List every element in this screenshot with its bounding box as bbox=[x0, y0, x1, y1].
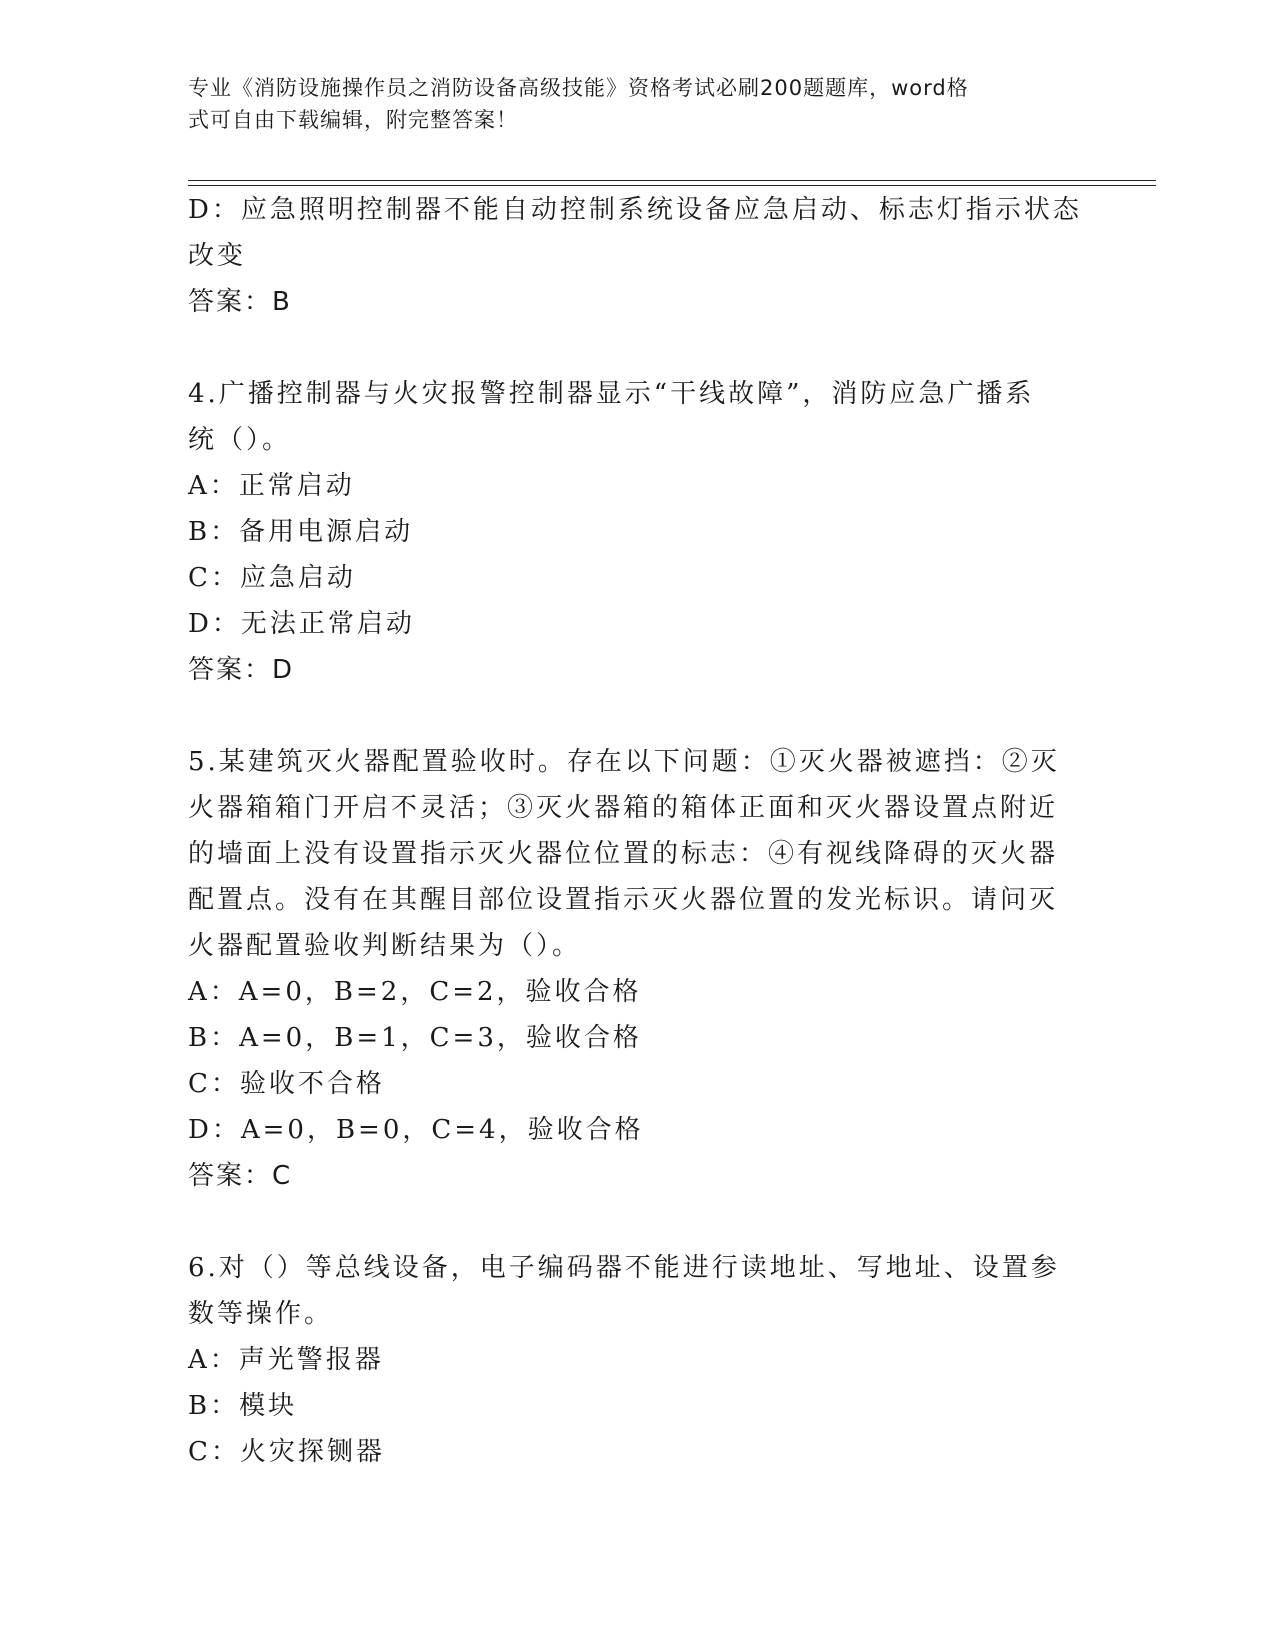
header-divider-top bbox=[188, 180, 1156, 181]
q4-option-a: A：正常启动 bbox=[188, 471, 355, 501]
q5-answer: 答案：C bbox=[188, 1161, 293, 1191]
document-body bbox=[188, 187, 1088, 1475]
spacer bbox=[188, 1199, 1088, 1245]
q6-stem-line-2: 数等操作。 bbox=[188, 1299, 334, 1329]
q5-option-b: B：A=0，B=1，C=3，验收合格 bbox=[188, 1023, 642, 1053]
q3-option-d-line-1: D：应急照明控制器不能自动控制系统设备应急启动、标志灯指示状态 bbox=[188, 195, 1082, 225]
q5-option-c: C：验收不合格 bbox=[188, 1069, 385, 1099]
q4-option-d: D：无法正常启动 bbox=[188, 609, 415, 639]
q5-stem-line-5: 火器配置验收判断结果为（）。 bbox=[188, 931, 582, 961]
question-5 bbox=[188, 739, 1088, 1199]
question-3-tail bbox=[188, 187, 1088, 325]
q4-option-b: B：备用电源启动 bbox=[188, 517, 414, 547]
spacer bbox=[188, 693, 1088, 739]
q4-answer: 答案：D bbox=[188, 655, 295, 685]
q3-answer: 答案：B bbox=[188, 287, 292, 317]
q6-option-b: B：模块 bbox=[188, 1391, 298, 1421]
q5-stem-line-3: 的墙面上没有设置指示灭火器位位置的标志：④有视线降碍的灭火器 bbox=[188, 839, 1059, 869]
q5-option-d: D：A=0，B=0，C=4，验收合格 bbox=[188, 1115, 644, 1145]
header-line-2: 式可自由下载编辑，附完整答案！ bbox=[188, 108, 518, 132]
spacer bbox=[188, 325, 1088, 371]
document-header bbox=[188, 72, 1068, 136]
q6-option-a: A：声光警报器 bbox=[188, 1345, 384, 1375]
q4-option-c: C：应急启动 bbox=[188, 563, 356, 593]
q5-stem-line-1: 5.某建筑灭火器配置验收时。存在以下问题：①灭火器被遮挡：②灭 bbox=[188, 747, 1060, 777]
q3-option-d-line-2: 改变 bbox=[188, 241, 247, 271]
q6-option-c: C：火灾探铡器 bbox=[188, 1437, 385, 1467]
q6-stem-line-1: 6.对（）等总线设备，电子编码器不能进行读地址、写地址、设置参 bbox=[188, 1253, 1060, 1283]
header-divider-bottom bbox=[188, 185, 1156, 186]
question-4 bbox=[188, 371, 1088, 693]
q5-option-a: A：A=0，B=2，C=2，验收合格 bbox=[188, 977, 642, 1007]
header-line-1: 专业《消防设施操作员之消防设备高级技能》资格考试必刷200题题库，word格 bbox=[188, 76, 969, 100]
q5-stem-line-4: 配置点。没有在其醒目部位设置指示灭火器位置的发光标识。请问灭 bbox=[188, 885, 1059, 915]
q4-stem-line-2: 统（）。 bbox=[188, 425, 292, 455]
question-6 bbox=[188, 1245, 1088, 1475]
q5-stem-line-2: 火器箱箱门开启不灵活；③灭火器箱的箱体正面和灭火器设置点附近 bbox=[188, 793, 1059, 823]
q4-stem-line-1: 4.广播控制器与火灾报警控制器显示“干线故障”，消防应急广播系 bbox=[188, 379, 1035, 409]
